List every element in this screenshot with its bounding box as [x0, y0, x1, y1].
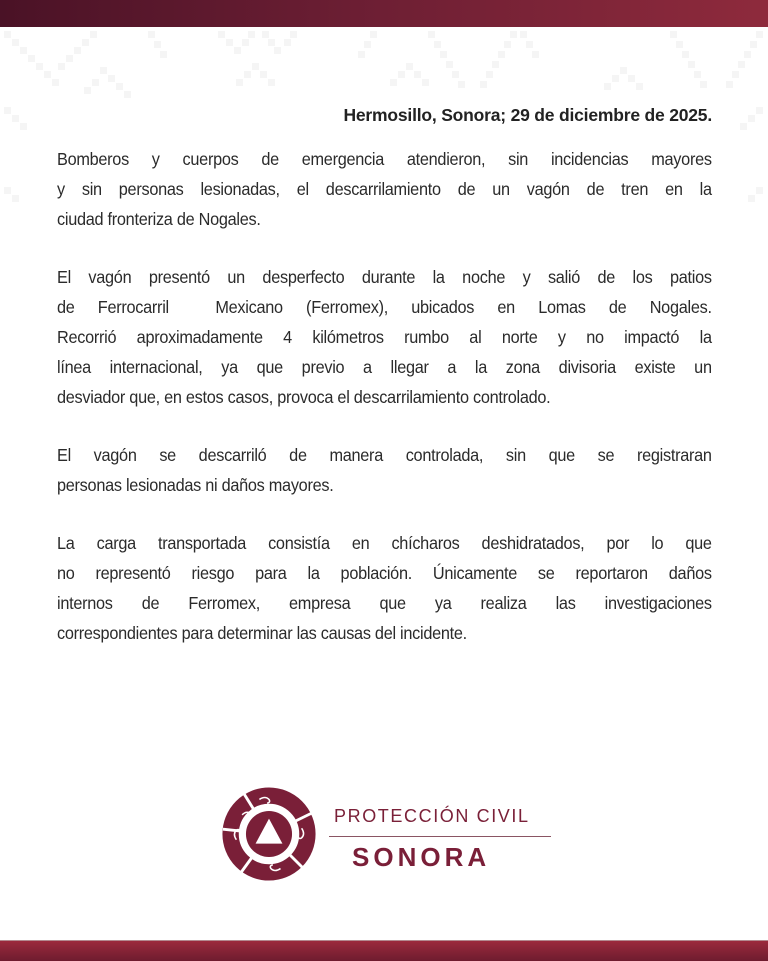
paragraph-line: Bomberos y cuerpos de emergencia atendieron, sin incidencias mayores — [57, 149, 712, 169]
dateline: Hermosillo, Sonora; 29 de diciembre de 2025. — [343, 105, 712, 125]
paragraph-3 — [57, 440, 712, 500]
paragraph-line: desviador que, en estos casos, provoca el descarrilamiento controlado. — [57, 387, 551, 407]
paragraph-line: El vagón se descarriló de manera controlada, sin que se registraran — [57, 445, 712, 465]
civil-protection-emblem-icon — [221, 786, 317, 882]
paragraph-2 — [57, 262, 712, 412]
paragraph-4 — [57, 528, 712, 648]
paragraph-1 — [57, 144, 712, 234]
brand-divider — [329, 836, 551, 837]
paragraph-line: ciudad fronteriza de Nogales. — [57, 209, 261, 229]
paragraph-line: correspondientes para determinar las causas del incidente. — [57, 623, 467, 643]
paragraph-line: internos de Ferromex, empresa que ya realiza las investigaciones — [57, 593, 712, 613]
press-release-body — [57, 100, 712, 676]
paragraph-line: La carga transportada consistía en chícharos deshidratados, por lo que — [57, 533, 712, 553]
proteccion-civil-sonora-logo — [221, 786, 551, 881]
brand-name-top: PROTECCIÓN CIVIL — [334, 806, 530, 826]
paragraph-line: no representó riesgo para la población. Únicamente se reportaron daños — [57, 563, 712, 583]
paragraph-line: y sin personas lesionadas, el descarrilamiento de un vagón de tren en la — [57, 179, 712, 199]
paragraph-line: El vagón presentó un desperfecto durante la noche y salió de los patios — [57, 267, 712, 287]
paragraph-line: Recorrió aproximadamente 4 kilómetros rumbo al norte y no impactó la — [57, 327, 712, 347]
brand-name-bottom: SONORA — [352, 842, 491, 872]
paragraph-line: de Ferrocarril Mexicano (Ferromex), ubicados en Lomas de Nogales. — [57, 297, 712, 317]
paragraph-line: personas lesionadas ni daños mayores. — [57, 475, 334, 495]
bottom-banner-bar — [0, 940, 768, 961]
paragraph-line: línea internacional, ya que previo a llegar a la zona divisoria existe un — [57, 357, 712, 377]
top-banner-bar — [0, 0, 768, 27]
